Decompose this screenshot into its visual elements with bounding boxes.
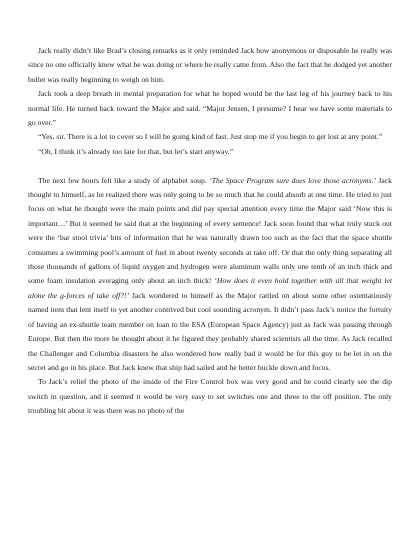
- text-run: The next few hours felt like a study of alphabet soup.: [38, 175, 210, 185]
- text-run: Jack wondered to himself as the Major rattled on about some other ostentatiously named item that lent itself to yet another contrived but cool sounding acronym. It didn’t pass Jack’s notice the fortuity of having an ex-shuttle team member on loan to the ESA (European Space Agency) just as Jack was passing through Europe. But then the more he thought about it he figured they probably shared scientists all the time. As Jack recalled the Challenger and Columbia disasters he also wondered how really bad it would be for this guy to be let in on the secret and go in his place. But Jack knew that ship had sailed and he better buckle down and focus.: [28, 290, 392, 372]
- text-run: Jack took a deep breath in mental preparation for what he hoped would be the last leg of his journey back to his normal life. He turned back toward the Major and said. “Major Jensen, I presume? I hear we have some materials to go over.”: [28, 89, 392, 128]
- paragraph: [28, 145, 392, 159]
- italic-thought: ‘The Space Program sure does love those acronyms.’: [209, 175, 376, 185]
- paragraph: [28, 130, 392, 144]
- text-run: “Oh, I think it’s already too late for that, but let’s start anyway.”: [38, 146, 234, 156]
- text-run: To Jack’s relief the photo of the inside of the Fire Control box was very good and he could clearly see the dip switch in question, and it seemed it would be very easy to set switches one and three to the off position. The only troubling bit about it was there was no photo of the: [28, 377, 392, 416]
- text-run: Jack thought to himself, as he realized there was only going to be so much that he could absorb at one time. He tried to just focus on what he thought were the main points and did pay special attention every time the Major said ‘Now this is important…’ But it seemed he said that at the beginning of every sentence! Jack soon found that what truly stuck out were the ‘bar stool trivia’ bits of information that he was naturally drawn too such as the fact that the space shuttle consumes a swimming pool’s amount of fuel in about twenty seconds at take off. Or that the only thing separating all those thousands of gallons of liquid oxygen and hydrogen were aluminum walls only one tenth of an inch thick and some foam insulation averaging only about an inch thick!: [28, 175, 392, 286]
- paragraph: [28, 87, 392, 130]
- paragraph: [28, 174, 392, 376]
- paragraph: [28, 44, 392, 87]
- paragraph: [28, 375, 392, 418]
- document-body: [28, 44, 392, 419]
- text-run: “Yes, sir. There is a lot to cover so I will be going kind of fast. Just stop me if you begin to get lost at any point.”: [38, 132, 383, 142]
- italic-thought: ‘How does it even hold together with all that weight let alone the g-forces of take off?!’: [28, 276, 392, 300]
- text-run: Jack really didn’t like Brad’s closing remarks as it only reminded Jack how anonymous or disposable he really was since no one officially knew what he was doing or where he really came from. Also the fact that he dodged yet another bullet was really beginning to weigh on him.: [28, 46, 392, 84]
